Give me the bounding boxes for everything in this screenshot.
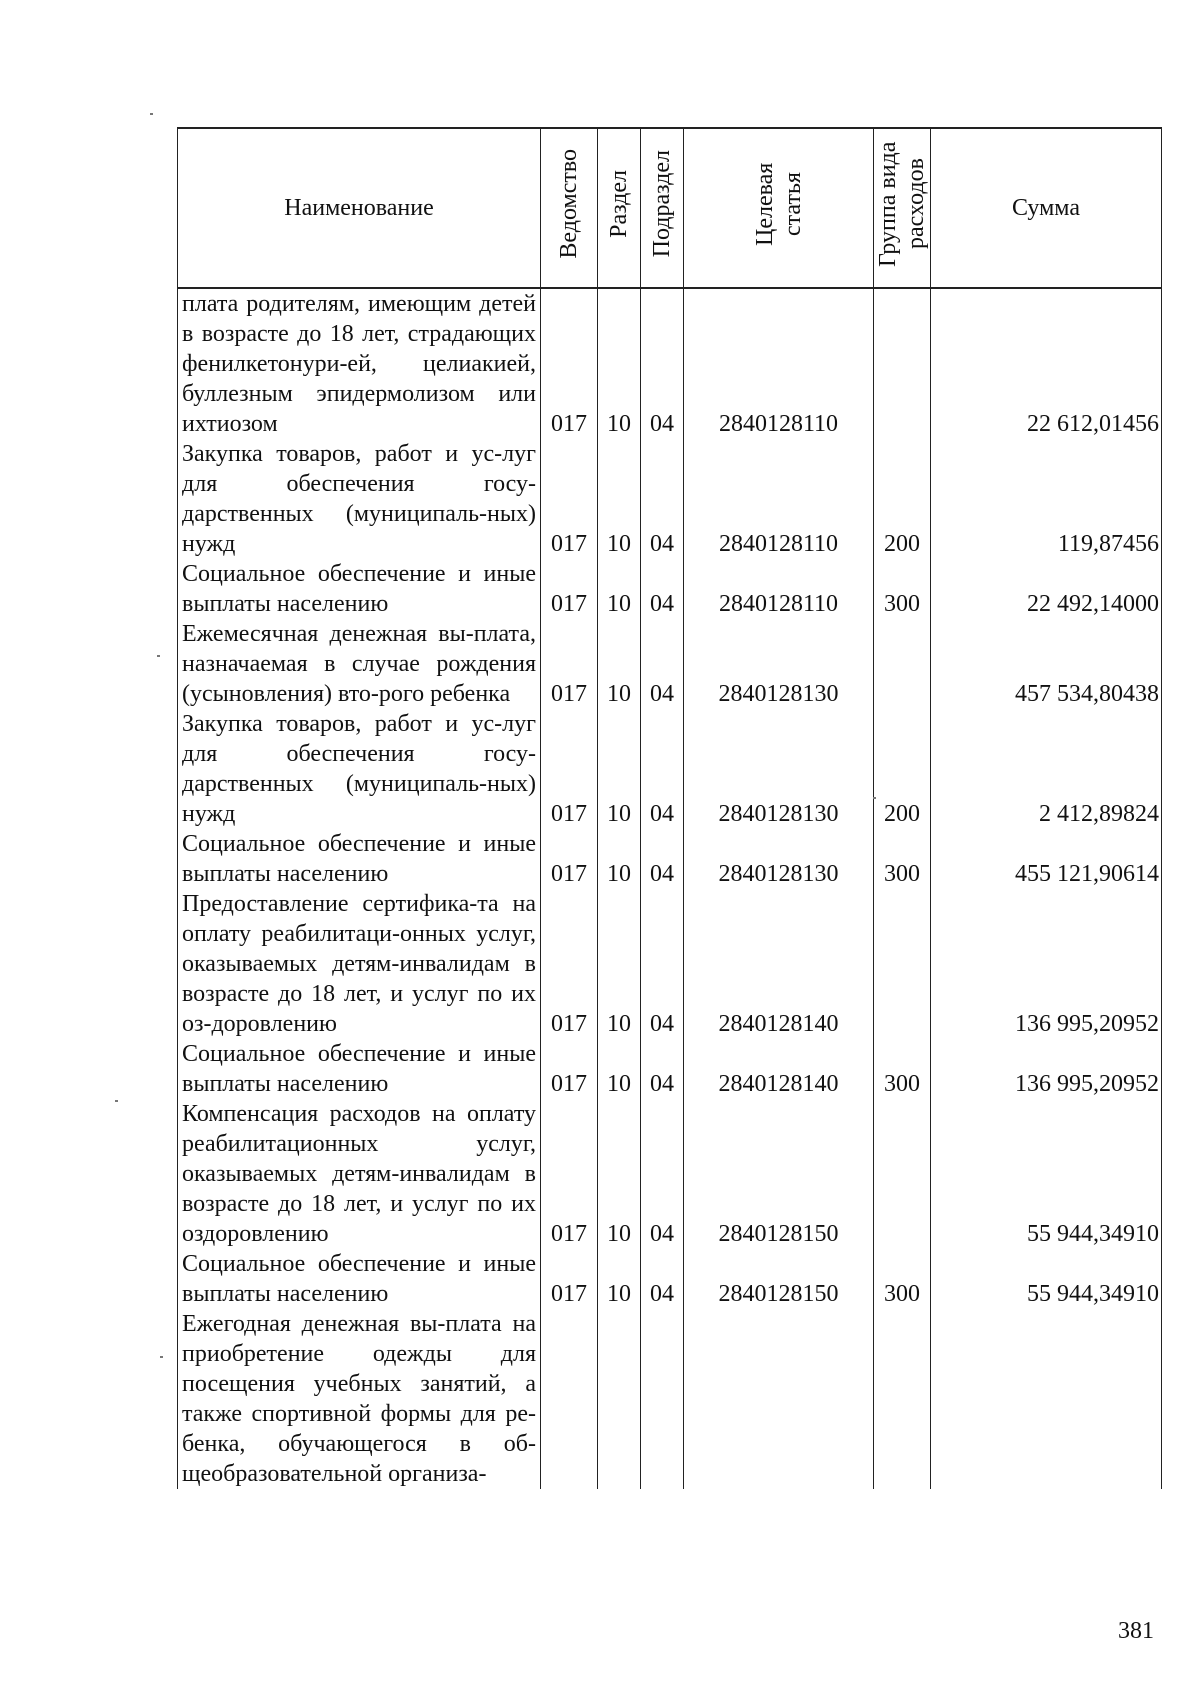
table-row [178,1249,1162,1309]
header-target-item: Целевая статья [684,128,874,288]
scan-speck [873,797,876,799]
row-name: Закупка товаров, работ и ус-луг для обеспечения госу-дарственных (муниципаль-ных) нужд [178,439,541,559]
row-amount: 2 412,89824 [931,709,1162,829]
row-department: 017 [541,288,598,439]
table-row [178,288,1162,439]
row-subsection: 04 [641,829,684,889]
row-amount: 55 944,34910 [931,1249,1162,1309]
row-name: Ежегодная денежная вы-плата на приобретение одежды для посещения учебных занятий, а также спортивной формы для ре-бенка, обучающегося в об-щеобразовательной организа- [178,1309,541,1489]
header-expense-group: Группа вида расходов [874,128,931,288]
row-name: Социальное обеспечение и иные выплаты населению [178,559,541,619]
row-section: 10 [598,829,641,889]
row-department: 017 [541,439,598,559]
row-expense-group [874,619,931,709]
row-amount: 55 944,34910 [931,1099,1162,1249]
row-target-item: 2840128150 [684,1249,874,1309]
row-expense-group [874,889,931,1039]
row-expense-group: 300 [874,559,931,619]
table-row [178,709,1162,829]
table-row [178,439,1162,559]
row-subsection: 04 [641,1039,684,1099]
row-target-item: 2840128110 [684,559,874,619]
row-section: 10 [598,1039,641,1099]
row-name: Закупка товаров, работ и ус-луг для обеспечения госу-дарственных (муниципаль-ных) нужд [178,709,541,829]
row-department: 017 [541,829,598,889]
scan-speck [157,655,160,657]
row-name: Социальное обеспечение и иные выплаты населению [178,1039,541,1099]
row-expense-group: 200 [874,439,931,559]
row-subsection: 04 [641,1249,684,1309]
row-section: 10 [598,1099,641,1249]
row-department: 017 [541,619,598,709]
row-name: Социальное обеспечение и иные выплаты населению [178,1249,541,1309]
row-department [541,1309,598,1489]
table-body [178,288,1162,1489]
budget-table [177,127,1162,1489]
row-amount: 136 995,20952 [931,889,1162,1039]
row-amount: 455 121,90614 [931,829,1162,889]
row-amount: 22 492,14000 [931,559,1162,619]
row-subsection: 04 [641,288,684,439]
row-section: 10 [598,1249,641,1309]
header-department: Ведомство [541,128,598,288]
scan-speck [115,1100,118,1102]
row-expense-group: 300 [874,829,931,889]
row-target-item: 2840128140 [684,889,874,1039]
row-department: 017 [541,1249,598,1309]
table-row [178,1039,1162,1099]
row-name: плата родителям, имеющим детей в возрасте до 18 лет, страдающих фенилкетонури-ей, целиакией, буллезным эпидермолизом или ихтиозом [178,288,541,439]
row-section: 10 [598,439,641,559]
row-target-item: 2840128110 [684,288,874,439]
row-amount: 22 612,01456 [931,288,1162,439]
header-section: Раздел [598,128,641,288]
table-row [178,1099,1162,1249]
row-amount [931,1309,1162,1489]
row-name: Ежемесячная денежная вы-плата, назначаемая в случае рождения (усыновления) вто-рого ребенка [178,619,541,709]
row-section: 10 [598,559,641,619]
row-name: Предоставление сертифика-та на оплату реабилитаци-онных услуг, оказываемых детям-инвалидам в возрасте до 18 лет, и услуг по их оз-доровлению [178,889,541,1039]
row-expense-group [874,1099,931,1249]
row-department: 017 [541,709,598,829]
row-subsection: 04 [641,889,684,1039]
row-department: 017 [541,1039,598,1099]
row-expense-group [874,1309,931,1489]
scan-speck [160,1356,163,1358]
row-amount: 136 995,20952 [931,1039,1162,1099]
row-section: 10 [598,619,641,709]
header-subsection: Подраздел [641,128,684,288]
row-section: 10 [598,709,641,829]
row-target-item: 2840128130 [684,709,874,829]
table-row [178,829,1162,889]
row-amount: 119,87456 [931,439,1162,559]
row-department: 017 [541,559,598,619]
row-subsection [641,1309,684,1489]
scan-speck [150,113,153,115]
row-expense-group: 200 [874,709,931,829]
row-subsection: 04 [641,619,684,709]
header-row [178,128,1162,288]
table-row [178,889,1162,1039]
row-subsection: 04 [641,439,684,559]
row-amount: 457 534,80438 [931,619,1162,709]
row-target-item: 2840128130 [684,829,874,889]
page-number: 381 [1118,1618,1154,1644]
header-name: Наименование [178,128,541,288]
row-target-item: 2840128150 [684,1099,874,1249]
table-row [178,1309,1162,1489]
row-expense-group [874,288,931,439]
row-subsection: 04 [641,559,684,619]
row-section [598,1309,641,1489]
row-name: Социальное обеспечение и иные выплаты населению [178,829,541,889]
row-target-item [684,1309,874,1489]
row-target-item: 2840128140 [684,1039,874,1099]
row-name: Компенсация расходов на оплату реабилитационных услуг, оказываемых детям-инвалидам в возрасте до 18 лет, и услуг по их оздоровлению [178,1099,541,1249]
header-amount: Сумма [931,128,1162,288]
row-department: 017 [541,1099,598,1249]
row-department: 017 [541,889,598,1039]
table-row [178,559,1162,619]
row-section: 10 [598,889,641,1039]
row-expense-group: 300 [874,1249,931,1309]
row-subsection: 04 [641,1099,684,1249]
row-subsection: 04 [641,709,684,829]
row-expense-group: 300 [874,1039,931,1099]
table-row [178,619,1162,709]
row-section: 10 [598,288,641,439]
row-target-item: 2840128130 [684,619,874,709]
row-target-item: 2840128110 [684,439,874,559]
